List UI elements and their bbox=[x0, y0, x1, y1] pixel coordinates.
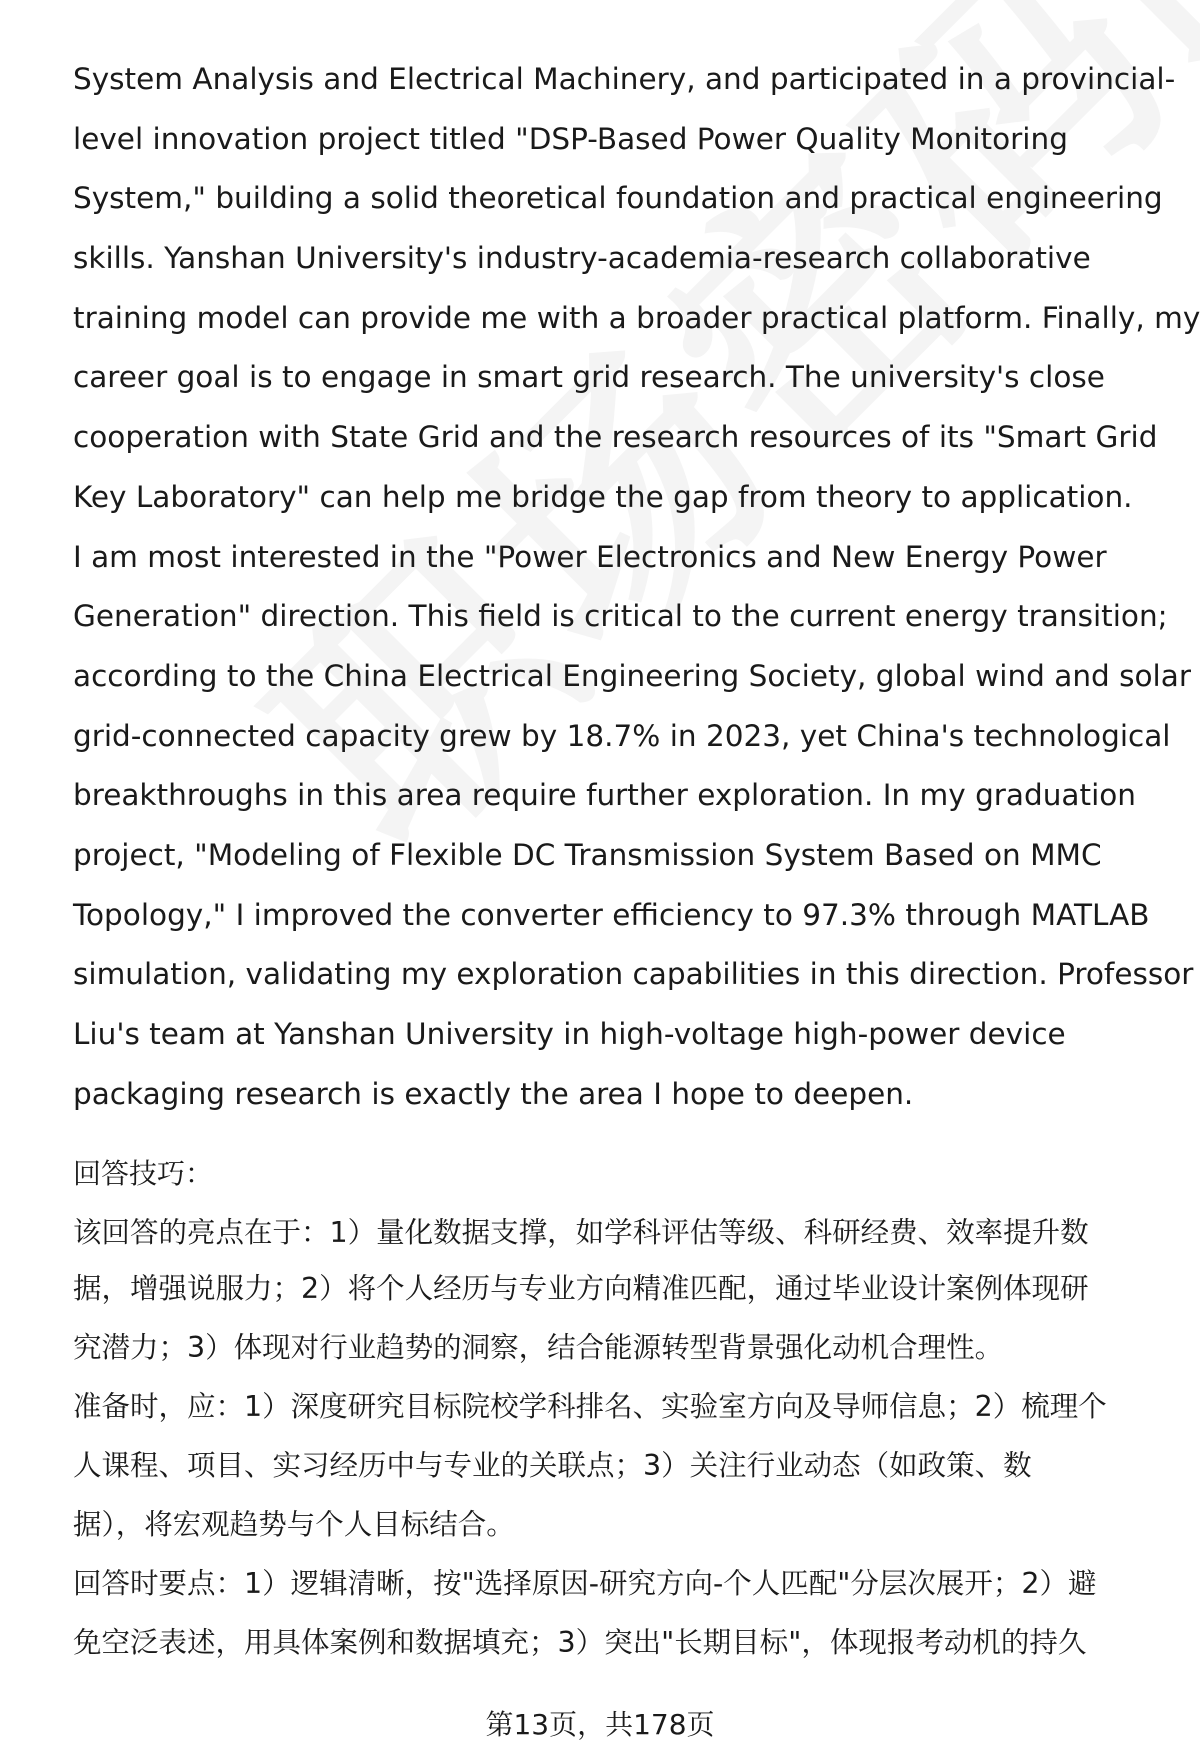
text-line: skills. Yanshan University's industry-academia-research collaborative bbox=[73, 241, 1091, 276]
page-number-footer: 第13页，共178页 bbox=[485, 1708, 715, 1741]
text-line: grid-connected capacity grew by 18.7% in 2023, yet China's technological bbox=[73, 718, 1171, 753]
text-line: breakthroughs in this area require further exploration. In my graduation bbox=[73, 778, 1137, 813]
tips-line: 准备时，应：1）深度研究目标院校学科排名、实验室方向及导师信息；2）梳理个 bbox=[73, 1390, 1107, 1423]
text-line: according to the China Electrical Engineering Society, global wind and solar bbox=[73, 658, 1191, 693]
text-line: level innovation project titled "DSP-Based Power Quality Monitoring bbox=[73, 121, 1068, 156]
text-line: training model can provide me with a broader practical platform. Finally, my bbox=[73, 300, 1200, 335]
text-line: Topology," I improved the converter efficiency to 97.3% through MATLAB bbox=[73, 897, 1150, 932]
text-line: cooperation with State Grid and the research resources of its "Smart Grid bbox=[73, 420, 1158, 455]
tips-line: 据，增强说服力；2）将个人经历与专业方向精准匹配，通过毕业设计案例体现研 bbox=[73, 1272, 1089, 1305]
text-line: System," building a solid theoretical foundation and practical engineering bbox=[73, 181, 1163, 216]
tips-line: 人课程、项目、实习经历中与专业的关联点；3）关注行业动态（如政策、数 bbox=[73, 1449, 1032, 1482]
tips-line: 究潜力；3）体现对行业趋势的洞察，结合能源转型背景强化动机合理性。 bbox=[73, 1331, 1004, 1364]
tips-body bbox=[73, 1207, 1173, 1672]
tips-line: 该回答的亮点在于：1）量化数据支撑，如学科评估等级、科研经费、效率提升数 bbox=[73, 1216, 1089, 1249]
answer-tips-section bbox=[73, 1155, 1173, 1672]
english-answer-body bbox=[73, 50, 1200, 1124]
text-line: Liu's team at Yanshan University in high-voltage high-power device bbox=[73, 1017, 1066, 1051]
text-line: I am most interested in the "Power Electronics and New Energy Power bbox=[73, 539, 1107, 574]
text-line: simulation, validating my exploration capabilities in this direction. Professor bbox=[73, 957, 1194, 992]
text-line: Key Laboratory" can help me bridge the gap from theory to application. bbox=[73, 479, 1133, 514]
tips-line: 回答时要点：1）逻辑清晰，按"选择原因-研究方向-个人匹配"分层次展开；2）避 bbox=[73, 1567, 1097, 1600]
tips-line: 免空泛表述，用具体案例和数据填充；3）突出"长期目标"，体现报考动机的持久 bbox=[73, 1626, 1087, 1659]
text-line: career goal is to engage in smart grid research. The university's close bbox=[73, 360, 1105, 395]
text-line: System Analysis and Electrical Machinery, and participated in a provincial- bbox=[73, 62, 1176, 96]
text-line: Generation" direction. This field is critical to the current energy transition; bbox=[73, 599, 1168, 634]
tips-line: 据），将宏观趋势与个人目标结合。 bbox=[73, 1508, 515, 1541]
tips-heading: 回答技巧： bbox=[73, 1157, 214, 1190]
text-line: packaging research is exactly the area I hope to deepen. bbox=[73, 1076, 914, 1111]
text-line: project, "Modeling of Flexible DC Transmission System Based on MMC bbox=[73, 837, 1102, 872]
